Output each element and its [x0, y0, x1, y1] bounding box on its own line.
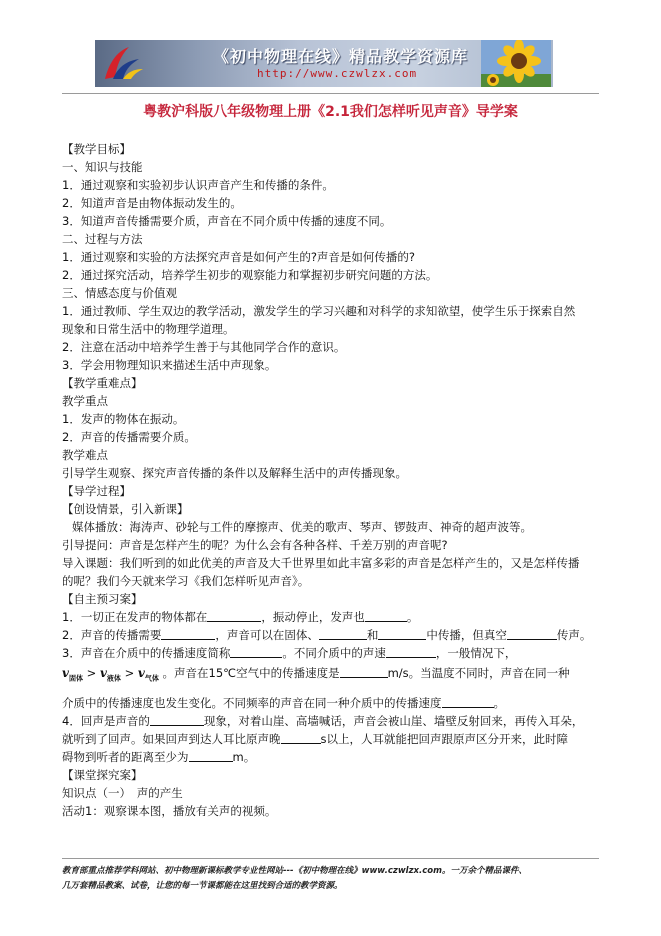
section-heading-preview: 【自主预习案】	[62, 592, 143, 606]
sunflower-icon	[481, 40, 551, 87]
subheading: 一、知识与技能	[62, 160, 143, 174]
body-line: 活动1：观察课本图，播放有关声的视频。	[62, 804, 277, 818]
subheading: 知识点（一） 声的产生	[62, 786, 183, 800]
body-line: 1．通过观察和实验的方法探究声音是如何产生的?声音是如何传播的?	[62, 250, 416, 264]
body-line: 3．学会用物理知识来描述生活中声现象。	[62, 358, 277, 372]
fill-in-question-3: 3．声音在介质中的传播速度简称 。不同介质中的声速 ，一般情况下，	[62, 646, 517, 660]
fill-in-question-1: 1．一切正在发声的物体都在 ，振动停止，发声也 。	[62, 610, 419, 624]
velocity-symbol: $v_{液体}$	[99, 666, 121, 683]
body-line: 就听到了回声。如果回声到达人耳比原声晚 s以上，人耳就能把回声跟原声区分开来，此时障	[62, 732, 568, 746]
section-heading-objectives: 【教学目标】	[62, 142, 131, 156]
answer-blank[interactable]	[150, 713, 204, 726]
site-logo-icon	[99, 43, 145, 83]
body-line: 现象和日常生活中的物理学道理。	[62, 322, 235, 336]
answer-blank[interactable]	[281, 731, 321, 744]
answer-blank[interactable]	[378, 627, 426, 640]
answer-blank[interactable]	[319, 627, 367, 640]
body-line: 碍物到听者的距离至少为 m。	[62, 750, 256, 764]
answer-blank[interactable]	[507, 627, 557, 640]
subheading: 教学难点	[62, 448, 108, 462]
section-heading-intro: 【创设情景，引入新课】	[62, 502, 189, 516]
answer-blank[interactable]	[230, 645, 282, 658]
body-line: 2．知道声音是由物体振动发生的。	[62, 196, 242, 210]
body-line: 1．发声的物体在振动。	[62, 412, 185, 426]
document-body	[62, 140, 602, 820]
header-divider	[62, 93, 599, 94]
fill-in-question-2: 2．声音的传播需要 ，声音可以在固体、 和 中传播，但真空 传声。	[62, 628, 592, 642]
velocity-symbol: $v_{固体}$	[62, 666, 83, 683]
answer-blank[interactable]	[340, 665, 388, 678]
banner-title: 《初中物理在线》精品教学资源库	[213, 47, 469, 66]
subheading: 二、过程与方法	[62, 232, 143, 246]
body-line: 媒体播放：海涛声、砂轮与工件的摩擦声、优美的歌声、琴声、锣鼓声、神奇的超声波等。	[72, 520, 532, 534]
body-line: 引导提问：声音是怎样产生的呢？为什么会有各种各样、千差万别的声音呢?	[62, 538, 448, 552]
fill-in-question-4: 4．回声是声音的 现象，对着山崖、高墙喊话，声音会被山崖、墙壁反射回来，再传入耳朵，	[62, 714, 584, 728]
answer-blank[interactable]	[386, 645, 436, 658]
subheading: 教学重点	[62, 394, 108, 408]
body-line: 1．通过教师、学生双边的教学活动，激发学生的学习兴趣和对科学的求知欲望，使学生乐于探索自然	[62, 304, 576, 318]
answer-blank[interactable]	[161, 627, 215, 640]
body-line: 引导学生观察、探究声音传播的条件以及解释生活中的声传播现象。	[62, 466, 407, 480]
footer-divider	[62, 858, 599, 859]
body-line: 2．通过探究活动，培养学生初步的观察能力和掌握初步研究问题的方法。	[62, 268, 438, 282]
spacer	[62, 684, 602, 694]
footer-line: 几万套精品教案、试卷，让您的每一节课都能在这里找到合适的教学资源。	[62, 881, 343, 891]
section-heading-process: 【导学过程】	[62, 484, 131, 498]
body-line: 介质中的传播速度也发生变化。不同频率的声音在同一种介质中的传播速度 。	[62, 696, 505, 710]
body-line: 1．通过观察和实验初步认识声音产生和传播的条件。	[62, 178, 334, 192]
body-line: 的呢？我们今天就来学习《我们怎样听见声音》。	[62, 574, 310, 588]
section-heading-key-points: 【教学重难点】	[62, 376, 143, 390]
section-heading-inquiry: 【课堂探究案】	[62, 768, 143, 782]
banner-url: http://www.czwlzx.com	[257, 67, 418, 80]
answer-blank[interactable]	[365, 609, 407, 622]
body-line: 2．声音的传播需要介质。	[62, 430, 196, 444]
subheading: 三、情感态度与价值观	[62, 286, 177, 300]
speed-comparison-line: $v_{固体} > v_{液体} > v_{气体}$ 。声音在15℃空气中的传播速度是 m/s。当温度不同时，声音在同一种	[62, 666, 570, 683]
answer-blank[interactable]	[189, 749, 233, 762]
body-line: 导入课题：我们听到的如此优美的声音及大千世界里如此丰富多彩的声音是怎样产生的，又是怎样传播	[62, 556, 580, 570]
document-title: 粤教沪科版八年级物理上册《2.1我们怎样听见声音》导学案	[143, 104, 518, 120]
body-line: 2．注意在活动中培养学生善于与其他同学合作的意识。	[62, 340, 346, 354]
velocity-symbol: $v_{气体}$	[137, 666, 159, 683]
footer	[62, 864, 602, 894]
header-banner	[95, 40, 553, 87]
answer-blank[interactable]	[207, 609, 261, 622]
answer-blank[interactable]	[442, 695, 494, 708]
footer-line: 教育部重点推荐学科网站、初中物理新课标教学专业性网站---《初中物理在线》www.czwlzx.com。一万余个精品课件、	[62, 866, 527, 876]
body-line: 3．知道声音传播需要介质，声音在不同介质中传播的速度不同。	[62, 214, 392, 228]
